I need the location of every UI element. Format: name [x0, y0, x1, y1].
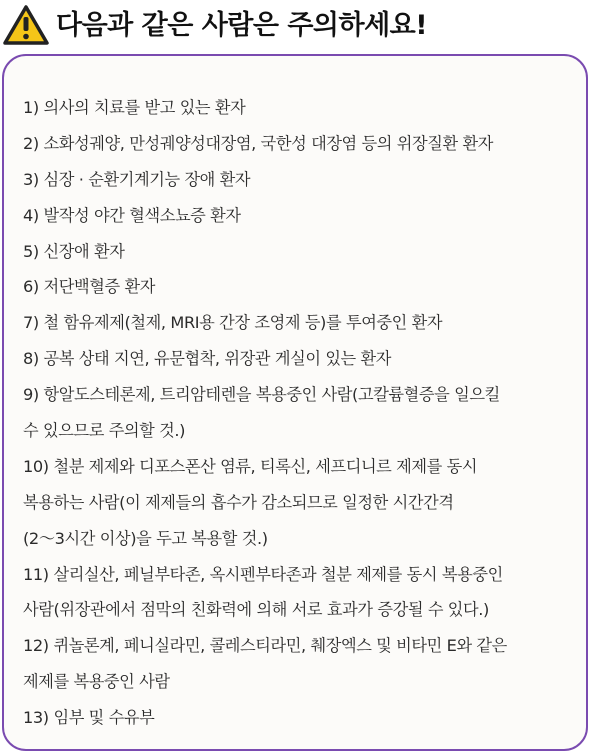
list-item: 4) 발작성 야간 혈색소뇨증 환자 — [23, 205, 241, 225]
list-item-continuation: 사람(위장관에서 점막의 친화력에 의해 서로 효과가 증강될 수 있다.) — [23, 600, 489, 620]
list-item: 6) 저단백혈증 환자 — [23, 277, 155, 297]
list-item: 11) 살리실산, 페닐부타존, 옥시펜부타존과 철분 제제를 동시 복용중인 — [23, 564, 503, 584]
list-item: 5) 신장애 환자 — [23, 241, 125, 261]
list-item: 7) 철 함유제제(철제, MRI용 간장 조영제 등)를 투여중인 환자 — [23, 313, 443, 333]
caution-panel — [2, 54, 588, 751]
list-item: 9) 항알도스테론제, 트리암테렌을 복용중인 사람(고칼륨혈증을 일으킬 — [23, 385, 500, 405]
list-item-continuation: 복용하는 사람(이 제제들의 흡수가 감소되므로 일정한 시간간격 — [23, 492, 454, 512]
list-item-continuation: 제제를 복용중인 사람 — [23, 672, 170, 692]
warning-icon — [2, 4, 50, 46]
list-item: 13) 임부 및 수유부 — [23, 708, 155, 728]
list-item: 3) 심장 · 순환기계기능 장애 환자 — [23, 169, 251, 189]
list-item: 10) 철분 제제와 디포스폰산 염류, 티록신, 세프디니르 제제를 동시 — [23, 456, 478, 476]
header — [0, 0, 591, 52]
list-item-continuation: (2～3시간 이상)을 두고 복용할 것.) — [23, 528, 268, 548]
page-title: 다음과 같은 사람은 주의하세요! — [56, 10, 428, 41]
list-item: 12) 퀴놀론계, 페니실라민, 콜레스티라민, 췌장엑스 및 비타민 E와 같은 — [23, 636, 507, 656]
list-item: 1) 의사의 치료를 받고 있는 환자 — [23, 98, 246, 117]
list-item: 2) 소화성궤양, 만성궤양성대장염, 국한성 대장염 등의 위장질환 환자 — [23, 133, 493, 153]
list-item: 8) 공복 상태 지연, 유문협착, 위장관 게실이 있는 환자 — [23, 349, 392, 369]
list-item-continuation: 수 있으므로 주의할 것.) — [23, 421, 186, 441]
caution-list — [23, 90, 578, 736]
